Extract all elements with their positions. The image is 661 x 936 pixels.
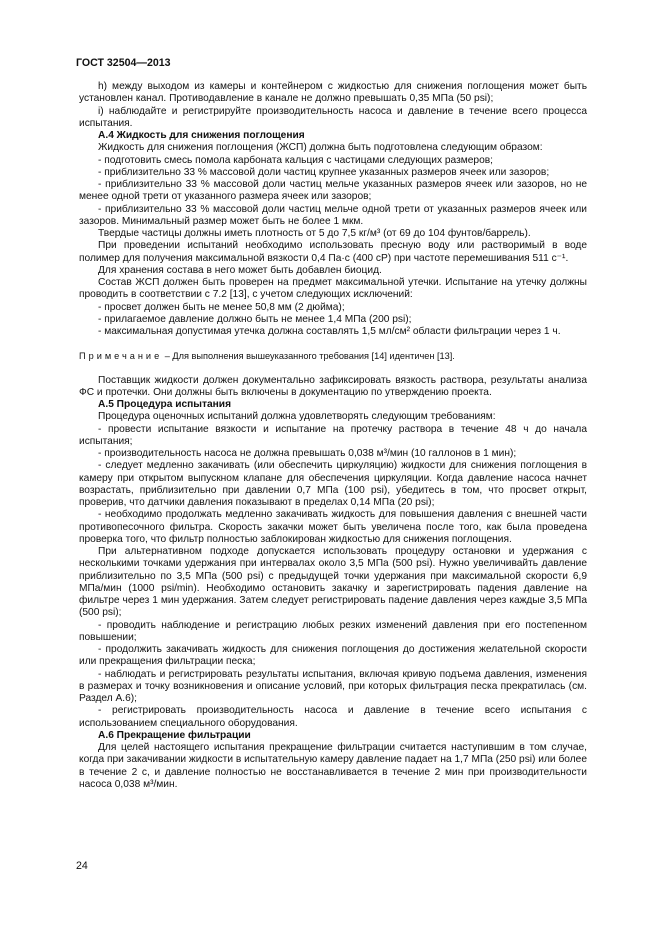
paragraph: - максимальная допустимая утечка должна составлять 1,5 мл/см² области фильтрации через 1 ч. <box>98 326 561 337</box>
paragraph: Жидкость для снижения поглощения (ЖСП) должна быть подготовлена следующим образом: <box>98 142 543 154</box>
paragraph: При альтернативном подходе допускается использовать процедуру остановки и удержания с несколькими точками удержания при интервалах около 3,5 МПа (500 psi). Нужно увеличивайть давление приблизительно по 3,5 МПа (500 psi) с предыдущей точки удержания при максимальной скорости 6,9 МПа/мин (1000 psi/min). Необходимо остановить закачку и зарегистрировать падения давление на фильтре через 1 мин удержания. Затем следует регистрировать падение давления через каждые 3,5 МПа (500 psi); <box>79 546 587 619</box>
paragraph: Процедура оценочных испытаний должна удовлетворять следующим требованиям: <box>98 411 496 423</box>
paragraph: - производительность насоса не должна превышать 0,038 м³/мин (10 галлонов в 1 мин); <box>98 448 517 459</box>
paragraph: - необходимо продолжать медленно закачивать жидкость для повышения давления с внешней части противопесочного фильтра. Скорость закачки может быть увеличена после того, как была проведена проверка того, что фильтр полностью заблокирован жидкостью для снижения поглощения. <box>79 509 587 545</box>
section-heading: А.4 Жидкость для снижения поглощения <box>98 130 305 141</box>
paragraph: - прилагаемое давление должно быть не менее 1,4 МПа (200 psi); <box>98 313 412 325</box>
section-heading: А.6 Прекращение фильтрации <box>98 729 251 741</box>
paragraph: Состав ЖСП должен быть проверен на предмет максимальной утечки. Испытание на утечку должны проводить в соответствии с 7.2 [13], с учетом следующих исключений: <box>79 277 587 301</box>
paragraph: h) между выходом из камеры и контейнером с жидкостью для снижения поглощения может быть установлен канал. Противодавление в канале не должно превышать 0,35 МПа (50 psi); <box>79 81 587 105</box>
paragraph: Для целей настоящего испытания прекращение фильтрации считается наступившим в том случае, когда при закачивании жидкости в испытательную камеру давление падает на 1,7 МПа (250 psi) или более в течение 2 с, и давление полностью не восстанавливается в течение 2 мин при производительности насоса 0,038 м³/мин. <box>79 742 587 790</box>
paragraph: Для хранения состава в него может быть добавлен биоцид. <box>98 264 382 276</box>
paragraph: - регистрировать производительность насоса и давление в течение всего испытания с использованием специального оборудования. <box>79 705 587 729</box>
paragraph: - наблюдать и регистрировать результаты испытания, включая кривую подъема давления, изменения в размерах и точку возникновения и описание условий, при которых фильтрация песка прекратилась (см. Раздел А.6); <box>79 668 587 704</box>
page-number: 24 <box>76 860 88 872</box>
document-body <box>79 81 587 791</box>
paragraph: Твердые частицы должны иметь плотность от 5 до 7,5 кг/м³ (от 69 до 104 фунтов/баррель). <box>98 228 531 239</box>
note-label: Примечание <box>79 351 163 362</box>
paragraph: - проводить наблюдение и регистрацию любых резких изменений давления при его постепенном повышении; <box>79 619 587 643</box>
paragraph: - приблизительно 33 % массовой доли частиц мельче указанных размеров ячеек или зазоров, но не менее одной трети от указанного размера ячеек или зазоров; <box>79 179 587 203</box>
document-header: ГОСТ 32504—2013 <box>76 57 171 69</box>
paragraph: - просвет должен быть не менее 50,8 мм (2 дюйма); <box>98 301 345 313</box>
paragraph: Поставщик жидкости должен документально зафиксировать вязкость раствора, результаты анализа ФС и протечки. Они должны быть включены в документацию по утверждению проекта. <box>79 374 587 398</box>
paragraph: - приблизительно 33 % массовой доли частиц мельче одной трети от указанных размеров ячеек или зазоров. Минимальный размер может быть не более 1 мкм. <box>79 203 587 227</box>
paragraph: - провести испытание вязкости и испытание на протечку раствора в течение 48 ч до начала испытания; <box>79 423 587 447</box>
note-text: – Для выполнения вышеуказанного требования [14] идентичен [13]. <box>164 351 455 362</box>
paragraph: При проведении испытаний необходимо использовать пресную воду или растворимый в воде полимер для получения максимальной вязкости 0,4 Па·с (400 сР) при частоте перемешивания 511 с⁻¹. <box>79 240 587 264</box>
paragraph: i) наблюдайте и регистрируйте производительность насоса и давление в течение всего процесса испытания. <box>79 105 587 129</box>
paragraph: - продолжить закачивать жидкость для снижения поглощения до достижения желательной скорости или прекращения фильтрации песка; <box>79 644 587 668</box>
paragraph: - приблизительно 33 % массовой доли частиц крупнее указанных размеров ячеек или зазоров; <box>98 166 550 178</box>
paragraph: - следует медленно закачивать (или обеспечить циркуляцию) жидкости для снижения поглощения в камеру при открытом выпускном клапане для обеспечения циркуляции. Когда давление насоса начнет возрастать, приблизительно при давлении 0,7 МПа (100 psi), убедитесь в том, что просвет открыт, проверив, что датчики давления показывают в пределах 0,14 МПа (20 psi); <box>79 460 587 508</box>
section-heading: А.5 Процедура испытания <box>98 399 232 410</box>
paragraph: - подготовить смесь помола карбоната кальция с частицами следующих размеров; <box>98 154 494 166</box>
note <box>79 350 587 362</box>
